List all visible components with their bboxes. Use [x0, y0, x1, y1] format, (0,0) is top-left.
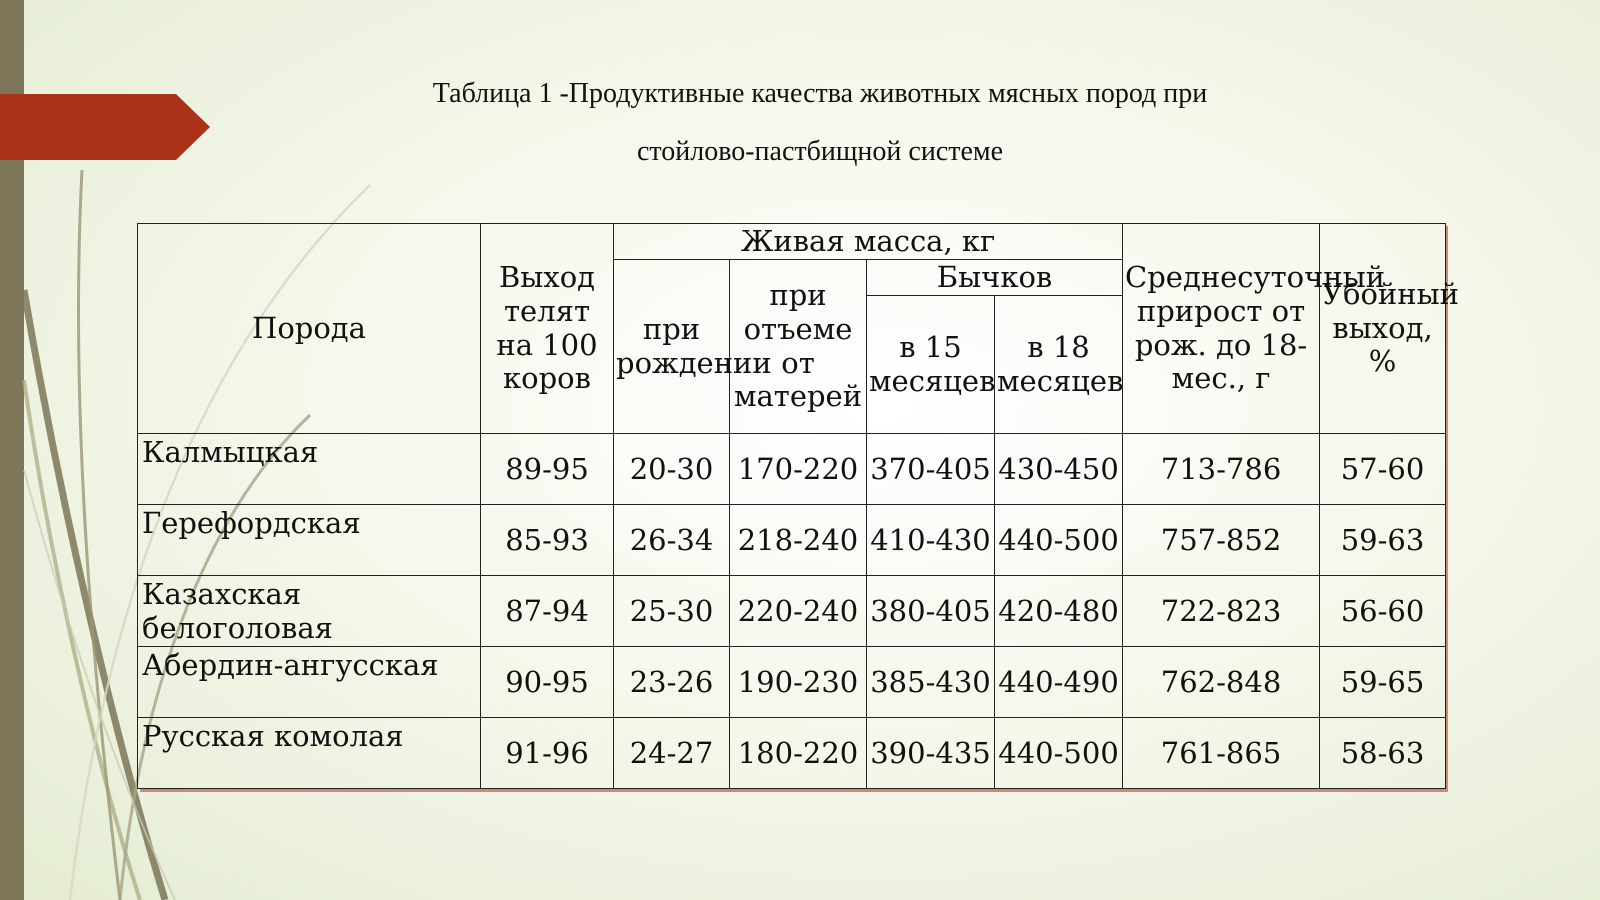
table-row: [138, 718, 1446, 789]
cell-birth: 23-26: [614, 647, 730, 718]
header-daily-gain: Среднесуточный прирост от рож. до 18-мес., г: [1123, 224, 1320, 434]
cell-slaughter-yield: 59-63: [1320, 505, 1446, 576]
cell-breed: Казахская белоголовая: [138, 576, 481, 647]
cell-breed: Русская комолая: [138, 718, 481, 789]
cell-slaughter-yield: 56-60: [1320, 576, 1446, 647]
cell-18-months: 420-480: [995, 576, 1123, 647]
breed-table-container: [137, 223, 1459, 789]
breed-productivity-table: [137, 223, 1459, 789]
cell-weaning: 218-240: [730, 505, 867, 576]
table-row: [138, 434, 1446, 505]
cell-weaning: 220-240: [730, 576, 867, 647]
cell-breed: Калмыцкая: [138, 434, 481, 505]
cell-daily-gain: 762-848: [1123, 647, 1320, 718]
cell-birth: 25-30: [614, 576, 730, 647]
header-15-months: в 15 месяцев: [867, 296, 995, 434]
cell-18-months: 440-500: [995, 718, 1123, 789]
header-at-birth: при рождении: [614, 260, 730, 434]
cell-calves: 85-93: [481, 505, 614, 576]
table-row: [138, 505, 1446, 576]
cell-birth: 26-34: [614, 505, 730, 576]
cell-daily-gain: 761-865: [1123, 718, 1320, 789]
cell-15-months: 385-430: [867, 647, 995, 718]
cell-calves: 90-95: [481, 647, 614, 718]
cell-15-months: 380-405: [867, 576, 995, 647]
header-calves-per-100-cows: Выход телят на 100 коров: [481, 224, 614, 434]
title-arrow-marker: [0, 94, 210, 160]
cell-15-months: 370-405: [867, 434, 995, 505]
header-slaughter-yield: Убойный выход, %: [1320, 224, 1446, 434]
cell-daily-gain: 757-852: [1123, 505, 1320, 576]
header-live-weight: Живая масса, кг: [614, 224, 1123, 260]
cell-calves: 91-96: [481, 718, 614, 789]
cell-weaning: 180-220: [730, 718, 867, 789]
cell-birth: 20-30: [614, 434, 730, 505]
header-bulls: Бычков: [867, 260, 1123, 296]
cell-calves: 87-94: [481, 576, 614, 647]
cell-daily-gain: 713-786: [1123, 434, 1320, 505]
header-18-months: в 18 месяцев: [995, 296, 1123, 434]
cell-18-months: 430-450: [995, 434, 1123, 505]
slide-title-line1: Таблица 1 -Продуктивные качества животных мясных пород при: [432, 78, 1208, 109]
table-row: [138, 576, 1446, 647]
cell-slaughter-yield: 59-65: [1320, 647, 1446, 718]
cell-weaning: 170-220: [730, 434, 867, 505]
cell-breed: Герефордская: [138, 505, 481, 576]
cell-calves: 89-95: [481, 434, 614, 505]
table-row: [138, 647, 1446, 718]
cell-daily-gain: 722-823: [1123, 576, 1320, 647]
slide-title-line2: стойлово-пастбищной системе: [636, 136, 1004, 167]
header-breed: Порода: [138, 224, 481, 434]
cell-birth: 24-27: [614, 718, 730, 789]
cell-weaning: 190-230: [730, 647, 867, 718]
cell-breed: Абердин-ангусская: [138, 647, 481, 718]
cell-15-months: 410-430: [867, 505, 995, 576]
cell-18-months: 440-490: [995, 647, 1123, 718]
cell-18-months: 440-500: [995, 505, 1123, 576]
header-at-weaning: при отъеме от матерей: [730, 260, 867, 434]
cell-slaughter-yield: 58-63: [1320, 718, 1446, 789]
cell-slaughter-yield: 57-60: [1320, 434, 1446, 505]
cell-15-months: 390-435: [867, 718, 995, 789]
